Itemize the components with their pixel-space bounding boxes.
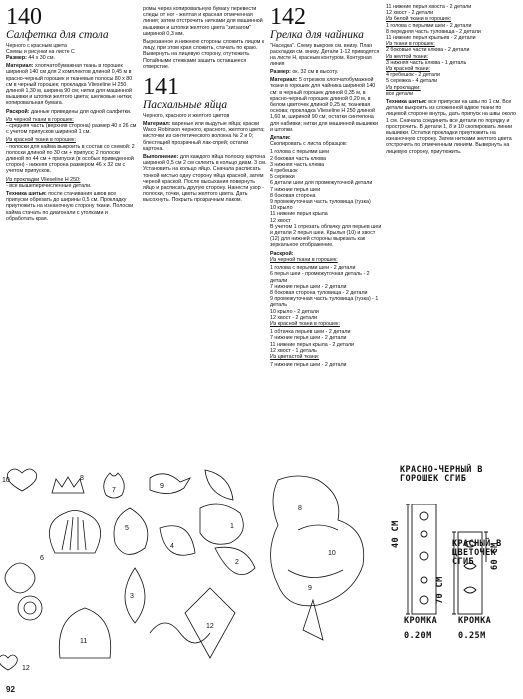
size-label-140: Размер: [6,55,27,61]
material-text-141: вареные или выдутые яйца; краски Waco Robinson черного, красного, желтого цвета; кисточки из синтетического волокна № 2 и 0; блестящий прозрачный лак-спрей; остатки картона. [143,121,265,152]
cutting-item: 11 нижние перья крыла - 2 детали [270,341,355,348]
piece-number: 2 [235,559,239,566]
cutting-black-text-140: - средняя часть (верхняя сторона) размер 40 х 26 см с учетом припусков шириной 1 см. [6,123,137,136]
cutting-red-142: Из красной ткани в горошек: [270,320,340,327]
detail-item: 3 нижняя часть клюва [270,161,325,168]
cutting-item: 4 гребешок - 2 детали [386,72,440,79]
cutting-item: 2 боковые части клюва - 2 детали [386,47,470,54]
bird-shape [150,474,190,494]
cutting-item: 11 нижние перья хвоста - 2 детали [386,4,472,10]
detail-item: 7 нижние перья шеи [270,186,321,193]
cutting-red-list-142 [270,329,382,354]
execution-text-141: для каждого яйца полоску картона шириной 0,5 см 2 см склеить в кольцо диам. 3 см. Установить на кольцо яйцо. Сначала расписать тонкой кистью одну сторону яйца красной, затем черной краской. После высыхания повернуть яйцо и расписать другую сторону. Нанести узор - полоски, точки, цветы желтого цвета. Дать высохнуть. Покрыть прозрачным лаком. [143,154,267,204]
cutting-flower-142: Из цветастой ткани: [270,353,320,360]
details-list-142 [270,149,382,223]
cutting-heading: Из белой ткани в горошек: [386,16,452,23]
cutting-item: 10 крыло - 2 детали [270,308,319,315]
fabric-red-flower-title: КРАСНЫЙ В ЦВЕТОЧЕК СГИБ [452,539,502,567]
piece-number: 6 [40,555,44,562]
detail-item: 12 хвост [270,217,291,224]
small-heart-shape [0,655,17,670]
cutting-item: 8 передняя часть туловища - 2 детали [386,28,481,35]
cutting-item: 7 нижние перья шеи - 2 детали [270,283,347,290]
fabric-red-black-title: КРАСНО-ЧЕРНЫЙ В ГОРОШЕК СГИБ [400,465,483,484]
rooster-shape [200,504,243,544]
egg-shape [114,508,148,554]
flower-shape [5,563,35,593]
material-label-140: Материал: [6,63,34,70]
cutting-item: 1 обтачка перьев шеи - 2 детали [270,329,351,336]
column-140 [6,6,137,224]
item-title-140: Салфетка для стола [6,29,109,41]
drop-shape [125,568,145,623]
item-subtitle-141: Черного, красного и желтого цветов [143,113,230,120]
size-value-140: 44 х 30 см. [28,55,55,61]
cutting-vlies-140: Из прокладки Vlieseline H 250: [6,176,81,183]
detail-item: 2 боковая часть клюва [270,155,326,162]
strip1-edge-label: КРОМКА [404,616,438,626]
details-note-142: В учетом 1 отрезать облачку для перьев шеи и детали 2 перья шеи. Крылья (10) и хвост (12) для нижней стороны вырезать как зеркальное отображение. [270,223,382,249]
cutting-label-140: Раскрой: [6,108,30,115]
cutting-heading: Из ткани в горошек: [386,41,435,48]
cutting-item: 9 промежуточная часть туловища (гузка) - 1 деталь [270,296,379,309]
piece-number: 8 [80,475,84,482]
cutting-heading: Из желтой ткани: [386,53,429,60]
cutting-item: 12 хвост - 2 детали [270,314,318,321]
petal-shape [160,526,195,555]
cutting-text-140: данные приведены для одной салфетки. [30,108,132,115]
detail-item: 10 крыло [270,205,293,212]
execution-label-141: Выполнение: [143,154,179,161]
technique-label-142: Техника шитья: [386,99,427,106]
page-number: 92 [6,685,15,694]
detail-item: 11 нижние перья крыла [270,211,328,218]
cutting-heading: Из красной ткани: [386,66,431,73]
leaf-shape [205,470,233,500]
technique-cont2-140: Вырезанное и нижнюю стороны сложить лицом к лицу, при этом края сложить, стачать по краю. Вывернуть на лицевую сторону, отутюжить. Потайными стежками зашить оставшееся отверстие. [143,39,265,70]
item-scheme-140: Схемы и рисунки на листе С [6,49,75,55]
column-141 [143,6,267,206]
piece-number: 12 [206,623,214,630]
strip2-edge-label: КРОМКА [458,616,492,626]
cutting-item: 1 голова с перьями шеи - 2 детали [270,265,356,272]
piece-number: 11 [80,638,88,645]
cutting-item: 1 голова с перьями шеи - 2 детали [386,22,472,29]
piece-number: 9 [160,483,164,490]
strip1-height-label: 40 СМ [391,520,401,548]
detail-item: 5 сережки [270,174,295,181]
material-label-142: Материал: [270,77,298,84]
piece-number: 10 [2,477,10,484]
item-subtitle-140: Черного с красным цвета [6,43,67,49]
technique-text-142: все припуски на швы по 1 см. Все детали выкроить из сложенной вдвое ткани по лицевой стороне внутрь, дать припуск на швы около 1 см. Сначала соединить все детали по порядку и прострочить. В детали 1, 8 и 10 скопировать линии вышивки. Остатки прокладки приутюжить на изнаночную сторону. Затем нитками желтого цвета отстрочить по отмеченным линиям. Вывернуть на лицевую сторону, приутюжить. [386,99,516,155]
cutting-item: 12 хвост - 2 детали [386,10,434,17]
size-label-142: Размер: [270,69,291,75]
fabric-legend [400,466,518,484]
cutting-label-142: Раскрой: [270,250,294,257]
cutting-item: 8 боковая сторона туловища - 2 детали [270,289,368,296]
technique-label-140: Техника шитья: [6,191,47,198]
cutting-item: 11 нижние перья крыльев - 2 детали [386,35,476,42]
item-title-142: Грелка для чайника [270,29,364,41]
circle-shape [18,596,42,620]
details-label-142: Детали: [270,135,291,142]
cutting-black-140: Из черной ткани в горошек: [6,116,74,123]
column-4 [386,4,518,157]
cutting-black-list-142 [270,265,382,321]
pattern-drawing [0,468,265,683]
piece-number: 7 [112,487,116,494]
cutting-item: 7 нижние перья шеи - 2 детали [270,335,347,342]
technique-text-140: после стачивания швов все припуски обрезать до ширины 0,5 см. Прокладку приутюжить на изнаночную сторону ткани. Полоски кайма стачать по диагонали с уголками и обработать края. [6,191,134,222]
teapot-cosy-pattern [268,470,393,660]
strip2-width-label: 60 СМ [490,542,500,570]
item-number-140: 140 [6,4,42,30]
cutting-item: 5 сережка - 4 детали [386,78,438,85]
wave-shape [150,623,210,643]
cutting-item: 6 перья шеи - промежуточная деталь - 2 детали [270,271,370,284]
tulip-shape [104,473,125,498]
details-intro-142: Скопировать с листа образцов: [270,141,348,148]
piece-number: 9 [308,585,312,592]
material-label-141: Материал: [143,121,171,128]
item-title-141: Пасхальные яйца [143,99,228,112]
column-142 [270,6,382,368]
detail-item: 6 детали шеи для промежуточной детали [270,180,373,187]
cutting-item: все детали [386,90,414,97]
cutting-item: 7 нижние перья шеи - 2 детали [270,362,347,369]
piece-number: 5 [125,525,129,532]
bell-shape [59,608,110,658]
cutting-item: 12 хвост - 1 деталь [270,347,317,354]
cutting-red-140: Из красной ткани в горошек: [6,137,76,144]
size-value-142: ок. 32 см в высоту. [292,69,339,75]
piece-number: 1 [230,523,234,530]
fan-shape [49,511,100,554]
detail-item: 1 голова с перьями шеи [270,149,330,156]
strip2-height-label: 70 СМ [435,576,445,604]
material-text-140: хлопчатобумажная ткань в горошек шириной 140 см для 2 комплектов длиной 0,45 м в красно-черный горошек и тканевые полосы 80 х 80 см в черный горошек; прокладка Vlieseline H 250 длиной 1,30 м, ширина 90 см; нитки для машинной вышивки и штопки желтого цвета; шелковые нитки; копировальная бумага. [6,63,133,107]
cutting-red-text-140: - полоски для кайма выкроить в состав со схемой: 2 полоски длиной по 30 см + припуск; 2 полоски длиной по 44 см + припуски (в особых приведенной сторон) - нижняя сторона размером 46 х 32 см с учетом припусков. [6,143,135,175]
cutting-heading: Из прокладки: [386,84,421,91]
piece-number: 3 [130,593,134,600]
piece-number: 8 [298,505,302,512]
cutting-item: 3 нижняя часть клюва - 1 деталь [386,59,467,66]
piece-number: 4 [170,543,174,550]
strip1-edge-value: 0.20M [404,631,432,641]
material-text-142: 5 отрезков хлопчатобумажной ткани в горошек для чайника шириной 140 см: в черный горошек длиной 0,35 м, в красно-черный горошек длиной 0,20 м, в белом цветочек длиной 0,25 м; тканевая основа; прокладка Vlieseline H 250 длиной 1,60 м, шириной 90 см; остатки синтепона для набивки; нитки для машинной вышивки и штопки. [270,77,378,133]
item-number-142: 142 [270,4,306,30]
detail-item: 8 боковая сторона [270,192,316,199]
technique-cont-140: ромы через копировальную бумагу перевести следы от ног - желтая и красная отмеченная линия; затем отстрочить нитками для машинной вышивки и штопки желтого цвета "зигзагом" шириной 0,3 мм. [143,6,263,37]
detail-item: 9 промежуточная часть туловища (гузка) [270,199,371,206]
heart-shape [7,469,36,491]
piece-number: 12 [22,665,30,672]
cutting-vlies-text-140: - все вышеперечисленные детали. [6,182,92,189]
item-subtitle-142: "Наседка". Схему выкроек см. внизу. План раскладки см. внизу. Детали 1-12 приводятся на листе Н, красным контуром. Контурная линия [270,43,380,67]
cutting-black-142: Из черной ткани в горошек: [270,256,338,263]
strip2-edge-value: 0.25M [458,631,486,641]
detail-item: 4 гребешок [270,168,298,175]
item-number-141: 141 [143,74,179,101]
piece-number: 10 [328,550,336,557]
